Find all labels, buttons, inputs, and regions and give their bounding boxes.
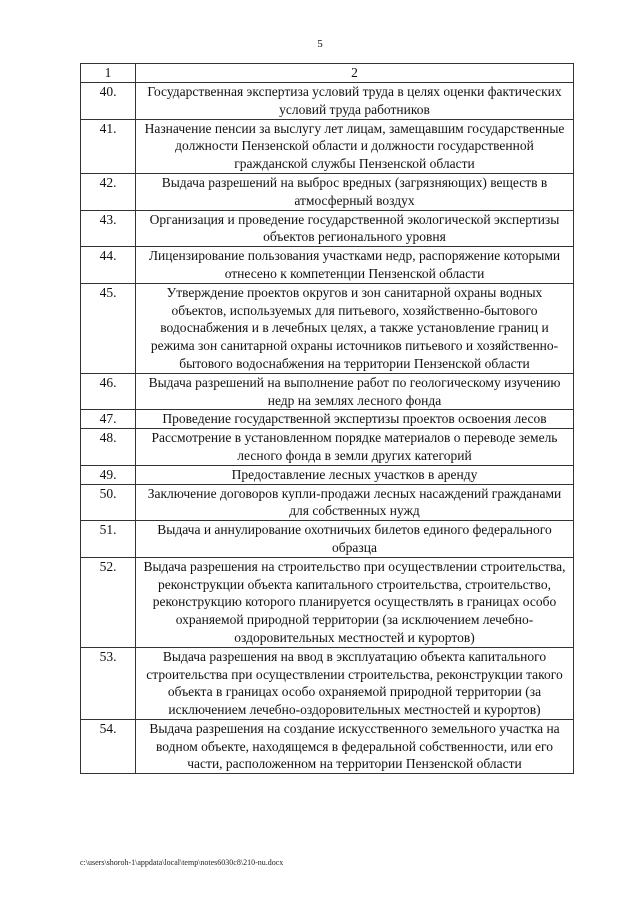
row-number: 47. (81, 410, 136, 429)
table-body (81, 83, 574, 774)
row-number: 48. (81, 429, 136, 466)
service-description: Проведение государственной экспертизы проектов освоения лесов (136, 410, 574, 429)
row-number: 42. (81, 173, 136, 210)
column-header-number: 1 (81, 64, 136, 83)
footer-file-path: c:\users\shoroh-1\appdata\local\temp\notes6030c8\210-nu.docx (80, 858, 284, 867)
row-number: 51. (81, 521, 136, 558)
service-description: Выдача разрешения на строительство при осуществлении строительства, реконструкции объекта капитального строительства, строительство, реконструкцию которого планируется осуществлять в границах особо охраняемой природной территории (за исключением лечебно-оздоровительных местностей и курортов) (136, 557, 574, 647)
row-number: 50. (81, 484, 136, 521)
row-number: 49. (81, 465, 136, 484)
row-number: 54. (81, 719, 136, 773)
table-row (81, 521, 574, 558)
table-header-row (81, 64, 574, 83)
service-description: Утверждение проектов округов и зон санитарной охраны водных объектов, используемых для питьевого, хозяйственно-бытового водоснабжения и в лечебных целях, а также установление границ и режима зон санитарной охраны источников питьевого и хозяйственно-бытового водоснабжения на территории Пензенской области (136, 283, 574, 373)
row-number: 40. (81, 83, 136, 120)
row-number: 43. (81, 210, 136, 247)
service-description: Назначение пенсии за выслугу лет лицам, замещавшим государственные должности Пензенской области и должности государственной гражданской службы Пензенской области (136, 119, 574, 173)
table-row (81, 283, 574, 373)
service-description: Рассмотрение в установленном порядке материалов о переводе земель лесного фонда в земли других категорий (136, 429, 574, 466)
table-row (81, 83, 574, 120)
service-description: Выдача и аннулирование охотничьих билетов единого федерального образца (136, 521, 574, 558)
service-description: Предоставление лесных участков в аренду (136, 465, 574, 484)
row-number: 46. (81, 373, 136, 410)
service-description: Выдача разрешений на выброс вредных (загрязняющих) веществ в атмосферный воздух (136, 173, 574, 210)
row-number: 44. (81, 247, 136, 284)
services-table (80, 63, 574, 774)
service-description: Выдача разрешения на создание искусственного земельного участка на водном объекте, находящемся в федеральной собственности, или его части, расположенном на территории Пензенской области (136, 719, 574, 773)
table-row (81, 719, 574, 773)
service-description: Выдача разрешений на выполнение работ по геологическому изучению недр на землях лесного фонда (136, 373, 574, 410)
table-row (81, 647, 574, 719)
row-number: 52. (81, 557, 136, 647)
table-row (81, 173, 574, 210)
service-description: Лицензирование пользования участками недр, распоряжение которыми отнесено к компетенции Пензенской области (136, 247, 574, 284)
service-description: Организация и проведение государственной экологической экспертизы объектов регионального уровня (136, 210, 574, 247)
table-row (81, 429, 574, 466)
row-number: 41. (81, 119, 136, 173)
table-row (81, 557, 574, 647)
table-row (81, 247, 574, 284)
row-number: 45. (81, 283, 136, 373)
table-row (81, 484, 574, 521)
row-number: 53. (81, 647, 136, 719)
table-row (81, 410, 574, 429)
column-header-service: 2 (136, 64, 574, 83)
table-row (81, 465, 574, 484)
page-number: 5 (317, 38, 323, 50)
service-description: Выдача разрешения на ввод в эксплуатацию объекта капитального строительства при осуществлении строительства, реконструкции такого объекта в границах особо охраняемой природной территории (за исключением лечебно-оздоровительных местностей и курортов) (136, 647, 574, 719)
table-row (81, 119, 574, 173)
service-description: Государственная экспертиза условий труда в целях оценки фактических условий труда работников (136, 83, 574, 120)
table-row (81, 210, 574, 247)
service-description: Заключение договоров купли-продажи лесных насаждений гражданами для собственных нужд (136, 484, 574, 521)
table-row (81, 373, 574, 410)
